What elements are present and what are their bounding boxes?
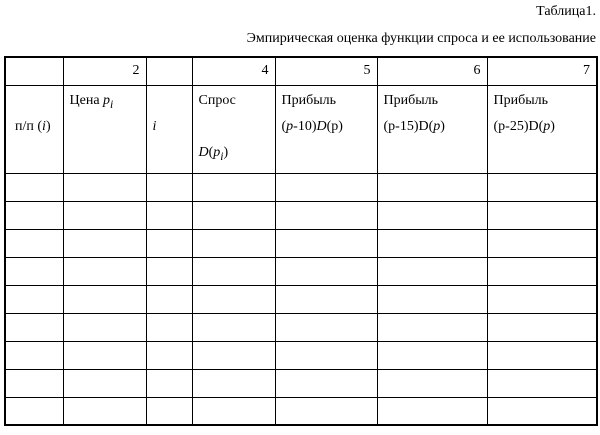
table-cell xyxy=(5,285,63,313)
table-row xyxy=(5,201,597,229)
table-cell xyxy=(63,369,146,397)
data-table xyxy=(4,56,598,426)
table-cell xyxy=(377,173,487,201)
table-cell xyxy=(63,397,146,425)
table-cell xyxy=(63,257,146,285)
table-cell xyxy=(192,173,275,201)
table-cell xyxy=(146,285,192,313)
table-cell xyxy=(192,285,275,313)
table-cell xyxy=(146,313,192,341)
header-profit-25: Прибыль (p-25)D(p) xyxy=(487,85,597,173)
table-cell xyxy=(146,201,192,229)
table-cell xyxy=(5,173,63,201)
table-number: Таблица1. xyxy=(536,4,596,19)
table-cell xyxy=(487,369,597,397)
table-cell xyxy=(275,369,377,397)
table-cell xyxy=(63,229,146,257)
table-row xyxy=(5,397,597,425)
table-cell xyxy=(63,201,146,229)
table-cell xyxy=(275,313,377,341)
column-number xyxy=(146,57,192,85)
table-cell xyxy=(192,341,275,369)
table-cell xyxy=(487,257,597,285)
table-cell xyxy=(146,369,192,397)
table-cell xyxy=(487,313,597,341)
table-cell xyxy=(377,341,487,369)
table-cell xyxy=(487,397,597,425)
table-row xyxy=(5,369,597,397)
table-cell xyxy=(275,341,377,369)
table-cell xyxy=(377,397,487,425)
table-cell xyxy=(5,201,63,229)
table-cell xyxy=(5,229,63,257)
column-number: 2 xyxy=(63,57,146,85)
table-cell xyxy=(63,341,146,369)
table-cell xyxy=(146,229,192,257)
table-row xyxy=(5,229,597,257)
table-row xyxy=(5,257,597,285)
column-number: 5 xyxy=(275,57,377,85)
table-cell xyxy=(5,369,63,397)
table-row xyxy=(5,173,597,201)
table-cell xyxy=(192,313,275,341)
table-cell xyxy=(377,229,487,257)
table-cell xyxy=(275,201,377,229)
header-i: i xyxy=(146,85,192,173)
header-demand: Спрос $D(p_i)$ xyxy=(192,85,275,173)
table-cell xyxy=(192,229,275,257)
header-row xyxy=(5,85,597,173)
table-row xyxy=(5,285,597,313)
table-cell xyxy=(377,369,487,397)
table-cell xyxy=(487,285,597,313)
column-number xyxy=(5,57,63,85)
table-cell xyxy=(487,173,597,201)
header-price: Цена $p_i$ xyxy=(63,85,146,173)
table-cell xyxy=(275,257,377,285)
header-index: п/п (i) xyxy=(5,85,63,173)
table-cell xyxy=(63,285,146,313)
table-cell xyxy=(377,201,487,229)
table-cell xyxy=(63,313,146,341)
table-row xyxy=(5,341,597,369)
table-cell xyxy=(5,397,63,425)
table-cell xyxy=(5,341,63,369)
table-row xyxy=(5,313,597,341)
column-number: 6 xyxy=(377,57,487,85)
table-cell xyxy=(192,369,275,397)
table-cell xyxy=(5,257,63,285)
table-cell xyxy=(377,285,487,313)
table-cell xyxy=(377,257,487,285)
table-cell xyxy=(275,397,377,425)
table-cell xyxy=(146,397,192,425)
table-cell xyxy=(487,229,597,257)
table-cell xyxy=(192,257,275,285)
table-cell xyxy=(146,173,192,201)
table-cell xyxy=(5,313,63,341)
table-cell xyxy=(377,313,487,341)
column-number: 4 xyxy=(192,57,275,85)
header-profit-10: Прибыль (p-10)D(p) xyxy=(275,85,377,173)
column-number-row xyxy=(5,57,597,85)
table-cell xyxy=(275,173,377,201)
header-profit-15: Прибыль (p-15)D(p) xyxy=(377,85,487,173)
table-cell xyxy=(487,341,597,369)
table-cell xyxy=(192,397,275,425)
table-title: Эмпирическая оценка функции спроса и ее использование xyxy=(246,31,596,46)
column-number: 7 xyxy=(487,57,597,85)
table-cell xyxy=(192,201,275,229)
table-cell xyxy=(146,341,192,369)
table-cell xyxy=(487,201,597,229)
table-cell xyxy=(63,173,146,201)
table-cell xyxy=(146,257,192,285)
table-cell xyxy=(275,229,377,257)
table-cell xyxy=(275,285,377,313)
